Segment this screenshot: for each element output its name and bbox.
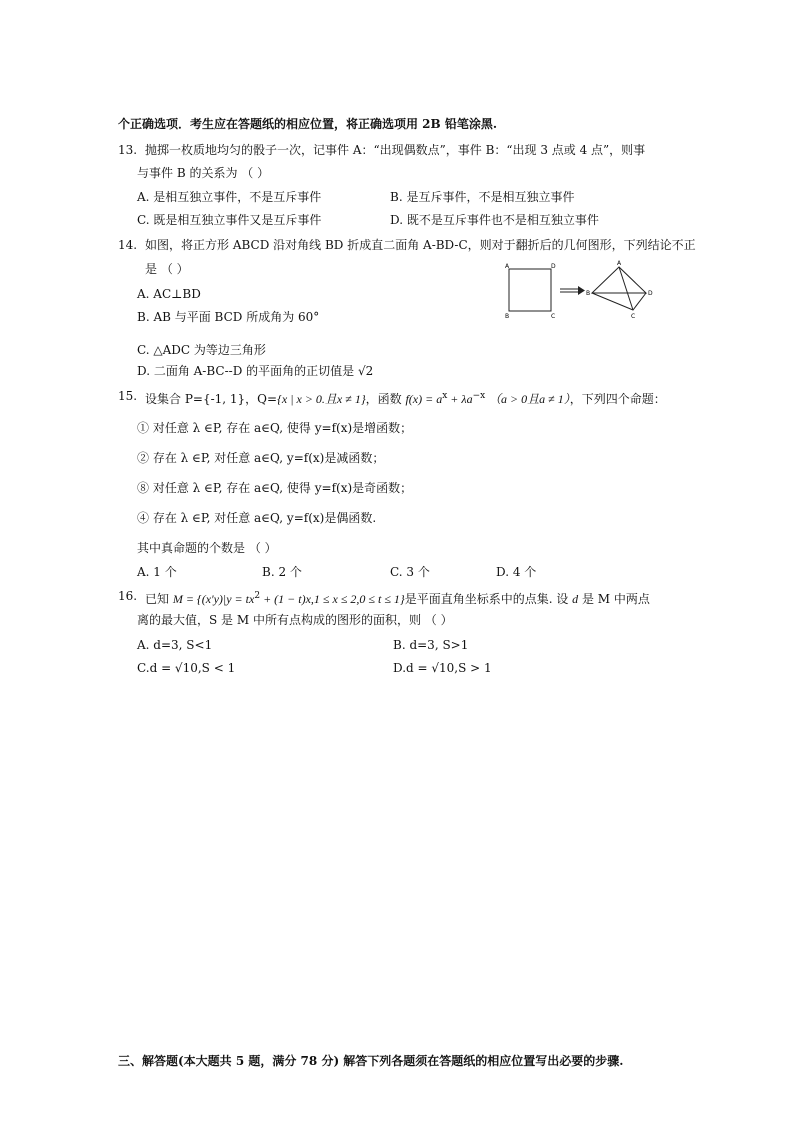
q14-number: 14. xyxy=(118,238,138,252)
q15-func-exp1: x xyxy=(442,391,448,401)
q16-option-c: C.d = √10,S < 1 xyxy=(137,661,236,675)
q16-option-b: B. d=3, S>1 xyxy=(393,638,469,652)
q16-number: 16. xyxy=(118,589,138,603)
q14-option-a: A. AC⊥BD xyxy=(137,287,201,301)
q15-condition: （a > 0且a ≠ 1） xyxy=(489,392,570,406)
q16-set-m: M = {(x'y)|y = tx xyxy=(172,592,255,606)
q13-option-a: A. 是相互独立事件，不是互斥事件 xyxy=(137,190,322,204)
q15-statement-1: ① 对任意 λ ∈P, 存在 a∈Q, 使得 y=f(x)是增函数； xyxy=(137,421,413,435)
q15-stem xyxy=(145,388,765,407)
q13-number: 13. xyxy=(118,143,138,157)
q16-set-m-exp: 2 xyxy=(254,591,261,601)
tetra-label-b: B xyxy=(586,290,591,297)
q15-set-q: {x | x > 0.且x ≠ 1} xyxy=(277,392,366,406)
square-abcd xyxy=(509,269,551,311)
q16-stem-prefix: 已知 xyxy=(145,592,173,606)
q13-option-b: B. 是互斥事件，不是相互独立事件 xyxy=(390,190,575,204)
q15-question: 其中真命题的个数是 （ ） xyxy=(137,541,277,555)
q16-option-a: A. d=3, S<1 xyxy=(137,638,213,652)
q16-stem-tail: 是 M 中两点 xyxy=(578,592,650,606)
arrow-icon xyxy=(560,286,585,295)
q16-option-d: D.d = √10,S > 1 xyxy=(393,661,492,675)
q15-option-b: B. 2 个 xyxy=(262,565,302,579)
q14-stem-line2: 是 （ ） xyxy=(145,262,189,276)
q15-func-mid: + λa xyxy=(447,392,473,406)
q14-option-d-text: D. 二面角 A-BC--D 的平面角的正切值是 xyxy=(137,364,358,378)
header-instruction: 个正确选项．考生应在答题纸的相应位置，将正确选项用 2B 铅笔涂黑. xyxy=(118,117,498,131)
tetra-label-d: D xyxy=(648,290,653,297)
square-label-b: B xyxy=(505,313,510,320)
q15-func-exp2: −x xyxy=(472,391,486,401)
tetra-label-c: C xyxy=(631,313,636,320)
q15-func: f(x) = a xyxy=(405,392,443,406)
tetra-base-bcd xyxy=(592,293,646,310)
q13-stem-line1: 抛掷一枚质地均匀的骰子一次，记事件 A：“出现偶数点”，事件 B：“出现 3 点或 4 点”，则事 xyxy=(145,143,646,157)
square-label-a: A xyxy=(505,263,510,270)
q15-option-a: A. 1 个 xyxy=(137,565,177,579)
q15-number: 15. xyxy=(118,389,138,403)
q16-set-m-rest: + (1 − t)x,1 ≤ x ≤ 2,0 ≤ t ≤ 1} xyxy=(260,592,405,606)
tetra-face-abd xyxy=(592,267,646,293)
q14-option-b: B. AB 与平面 BCD 所成角为 60° xyxy=(137,310,320,324)
q15-option-d: D. 4 个 xyxy=(496,565,537,579)
q14-option-d xyxy=(137,363,373,379)
q14-fold-figure xyxy=(500,258,660,324)
tetra-label-a: A xyxy=(617,260,622,267)
q14-stem-line1: 如图，将正方形 ABCD 沿对角线 BD 折成直二面角 A-BD-C，则对于翻折后的几何图形，下列结论不正 xyxy=(145,238,696,252)
q13-option-d: D. 既不是互斥事件也不是相互独立事件 xyxy=(390,213,599,227)
q15-option-c: C. 3 个 xyxy=(390,565,430,579)
q15-stem-prefix: 设集合 P={-1, 1}，Q= xyxy=(145,392,278,406)
q15-stem-suffix: ，下列四个命题： xyxy=(569,392,666,406)
q13-option-c: C. 既是相互独立事件又是互斥事件 xyxy=(137,213,322,227)
square-label-d: D xyxy=(551,263,556,270)
section3-heading: 三、解答题(本大题共 5 题，满分 78 分) 解答下列各题须在答题纸的相应位置写出必要的步骤. xyxy=(118,1054,624,1068)
q16-var-d: d xyxy=(572,592,579,606)
q15-statement-4: ④ 存在 λ ∈P, 对任意 a∈Q, y=f(x)是偶函数. xyxy=(137,511,377,525)
q16-stem-line2: 离的最大值，S 是 M 中所有点构成的图形的面积，则 （ ） xyxy=(137,613,453,627)
q15-statement-2: ② 存在 λ ∈P, 对任意 a∈Q, y=f(x)是减函数； xyxy=(137,451,385,465)
square-label-c: C xyxy=(551,313,556,320)
q15-func-label: ，函数 xyxy=(365,392,406,406)
q16-stem xyxy=(145,588,765,607)
q15-statement-3: ⑧ 对任意 λ ∈P, 存在 a∈Q, 使得 y=f(x)是奇函数； xyxy=(137,481,413,495)
q14-option-c: C. △ADC 为等边三角形 xyxy=(137,343,266,357)
q16-stem-mid: 是平面直角坐标系中的点集. 设 xyxy=(404,592,573,606)
q13-stem-line2: 与事件 B 的关系为 （ ） xyxy=(137,166,270,180)
q14-option-d-value: √2 xyxy=(357,364,374,378)
